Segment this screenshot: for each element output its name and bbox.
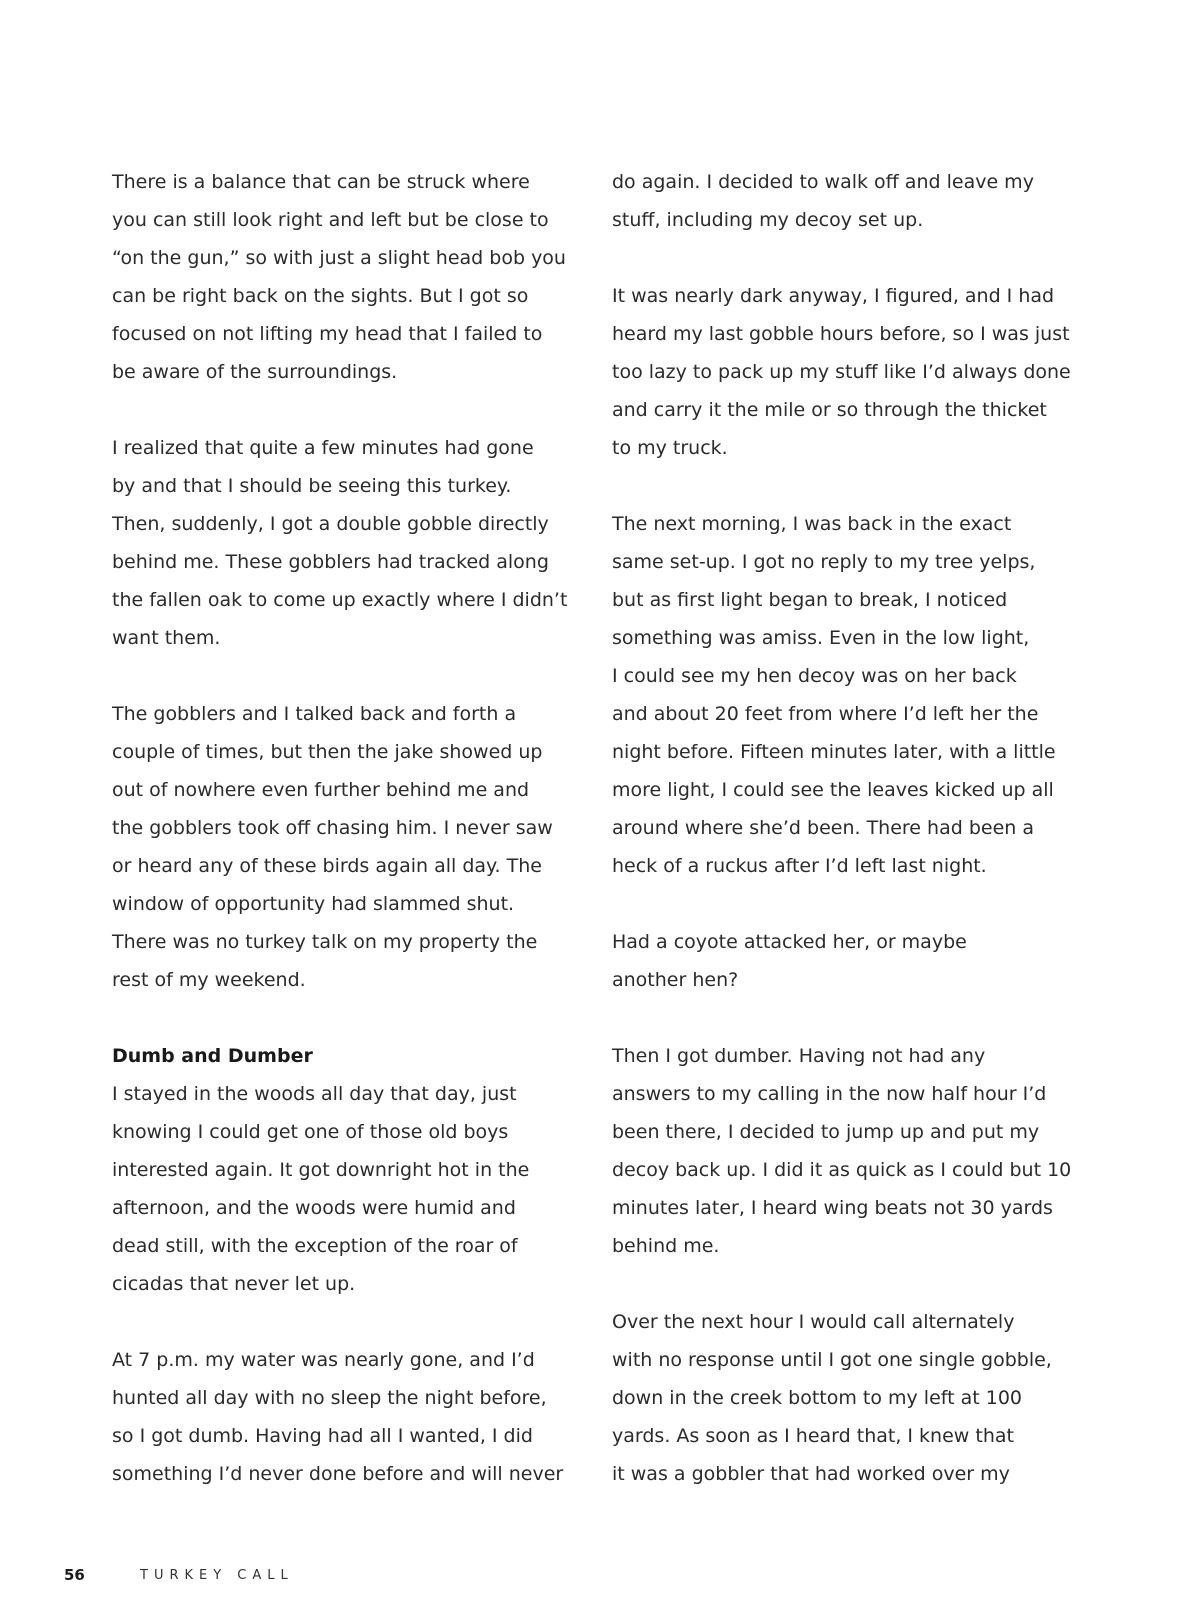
text-line: heck of a ruckus after I’d left last night. <box>612 855 987 877</box>
paragraph <box>112 429 572 657</box>
text-line: decoy back up. I did it as quick as I could but 10 <box>612 1159 1072 1181</box>
paragraph <box>112 1341 572 1493</box>
text-line: Then, suddenly, I got a double gobble directly <box>112 513 549 535</box>
text-line: around where she’d been. There had been a <box>612 817 1034 839</box>
text-line: out of nowhere even further behind me and <box>112 779 530 801</box>
page-footer <box>64 1561 294 1589</box>
page-number: 56 <box>64 1566 85 1584</box>
paragraph-gap <box>612 239 1082 277</box>
text-line: something I’d never done before and will never <box>112 1463 564 1485</box>
text-line: I could see my hen decoy was on her back <box>612 665 1017 687</box>
left-column <box>112 163 572 1493</box>
section-heading: Dumb and Dumber <box>112 1045 313 1067</box>
text-line: I realized that quite a few minutes had gone <box>112 437 534 459</box>
text-line: same set-up. I got no reply to my tree yelps, <box>612 551 1036 573</box>
text-line: focused on not lifting my head that I failed to <box>112 323 543 345</box>
text-line: the gobblers took off chasing him. I never saw <box>112 817 553 839</box>
paragraph <box>612 505 1082 885</box>
paragraph-gap <box>612 467 1082 505</box>
text-line: It was nearly dark anyway, I figured, and I had <box>612 285 1055 307</box>
paragraph-gap <box>112 1303 572 1341</box>
text-line: too lazy to pack up my stuff like I’d always done <box>612 361 1071 383</box>
paragraph <box>612 1037 1082 1265</box>
paragraph <box>612 1303 1082 1493</box>
text-line: There is a balance that can be struck where <box>112 171 530 193</box>
paragraph-gap <box>612 885 1082 923</box>
text-line: I stayed in the woods all day that day, just <box>112 1083 517 1105</box>
right-column <box>612 163 1082 1493</box>
text-line: so I got dumb. Having had all I wanted, I did <box>112 1425 533 1447</box>
text-line: more light, I could see the leaves kicked up all <box>612 779 1054 801</box>
text-line: or heard any of these birds again all day. The <box>112 855 542 877</box>
text-line: window of opportunity had slammed shut. <box>112 893 515 915</box>
text-line: do again. I decided to walk off and leave my <box>612 171 1034 193</box>
text-line: dead still, with the exception of the roar of <box>112 1235 518 1257</box>
text-line: hunted all day with no sleep the night before, <box>112 1387 547 1409</box>
paragraph-gap <box>612 1265 1082 1303</box>
paragraph-gap <box>112 657 572 695</box>
text-line: The next morning, I was back in the exact <box>612 513 1012 535</box>
text-line: and about 20 feet from where I’d left her the <box>612 703 1039 725</box>
text-line: something was amiss. Even in the low light, <box>612 627 1030 649</box>
paragraph-gap <box>612 999 1082 1037</box>
text-line: you can still look right and left but be close to <box>112 209 549 231</box>
text-line: The gobblers and I talked back and forth a <box>112 703 517 725</box>
text-line: couple of times, but then the jake showed up <box>112 741 543 763</box>
paragraph <box>612 163 1082 239</box>
text-line: interested again. It got downright hot in the <box>112 1159 530 1181</box>
text-line: stuff, including my decoy set up. <box>612 209 924 231</box>
paragraph <box>612 923 1082 999</box>
text-line: minutes later, I heard wing beats not 30 yards <box>612 1197 1053 1219</box>
text-line: by and that I should be seeing this turkey. <box>112 475 512 497</box>
text-line: want them. <box>112 627 221 649</box>
text-line: “on the gun,” so with just a slight head bob you <box>112 247 566 269</box>
text-line: yards. As soon as I heard that, I knew that <box>612 1425 1014 1447</box>
text-line: be aware of the surroundings. <box>112 361 398 383</box>
paragraph <box>112 163 572 391</box>
text-line: can be right back on the sights. But I got so <box>112 285 529 307</box>
text-line: There was no turkey talk on my property the <box>112 931 538 953</box>
magazine-name: TURKEY CALL <box>140 1567 294 1583</box>
text-line: Had a coyote attacked her, or maybe <box>612 931 967 953</box>
text-line: the fallen oak to come up exactly where I didn’t <box>112 589 568 611</box>
paragraph-gap <box>112 391 572 429</box>
paragraph <box>112 1075 572 1303</box>
text-line: another hen? <box>612 969 739 991</box>
text-line: night before. Fifteen minutes later, with a little <box>612 741 1056 763</box>
paragraph <box>112 695 572 999</box>
text-line: heard my last gobble hours before, so I was just <box>612 323 1070 345</box>
text-line: behind me. <box>612 1235 720 1257</box>
text-line: it was a gobbler that had worked over my <box>612 1463 1010 1485</box>
text-line: Then I got dumber. Having not had any <box>612 1045 986 1067</box>
text-line: Over the next hour I would call alternately <box>612 1311 1015 1333</box>
text-line: rest of my weekend. <box>112 969 306 991</box>
text-line: but as first light began to break, I noticed <box>612 589 1008 611</box>
text-line: knowing I could get one of those old boys <box>112 1121 509 1143</box>
text-line: behind me. These gobblers had tracked along <box>112 551 549 573</box>
text-line: At 7 p.m. my water was nearly gone, and I’d <box>112 1349 535 1371</box>
text-line: cicadas that never let up. <box>112 1273 356 1295</box>
text-line: down in the creek bottom to my left at 100 <box>612 1387 1023 1409</box>
text-line: with no response until I got one single gobble, <box>612 1349 1052 1371</box>
text-line: and carry it the mile or so through the thicket <box>612 399 1047 421</box>
text-line: to my truck. <box>612 437 728 459</box>
paragraph <box>612 277 1082 467</box>
text-line: answers to my calling in the now half hour I’d <box>612 1083 1047 1105</box>
text-line: been there, I decided to jump up and put my <box>612 1121 1040 1143</box>
paragraph-gap <box>112 999 572 1037</box>
text-line: afternoon, and the woods were humid and <box>112 1197 516 1219</box>
